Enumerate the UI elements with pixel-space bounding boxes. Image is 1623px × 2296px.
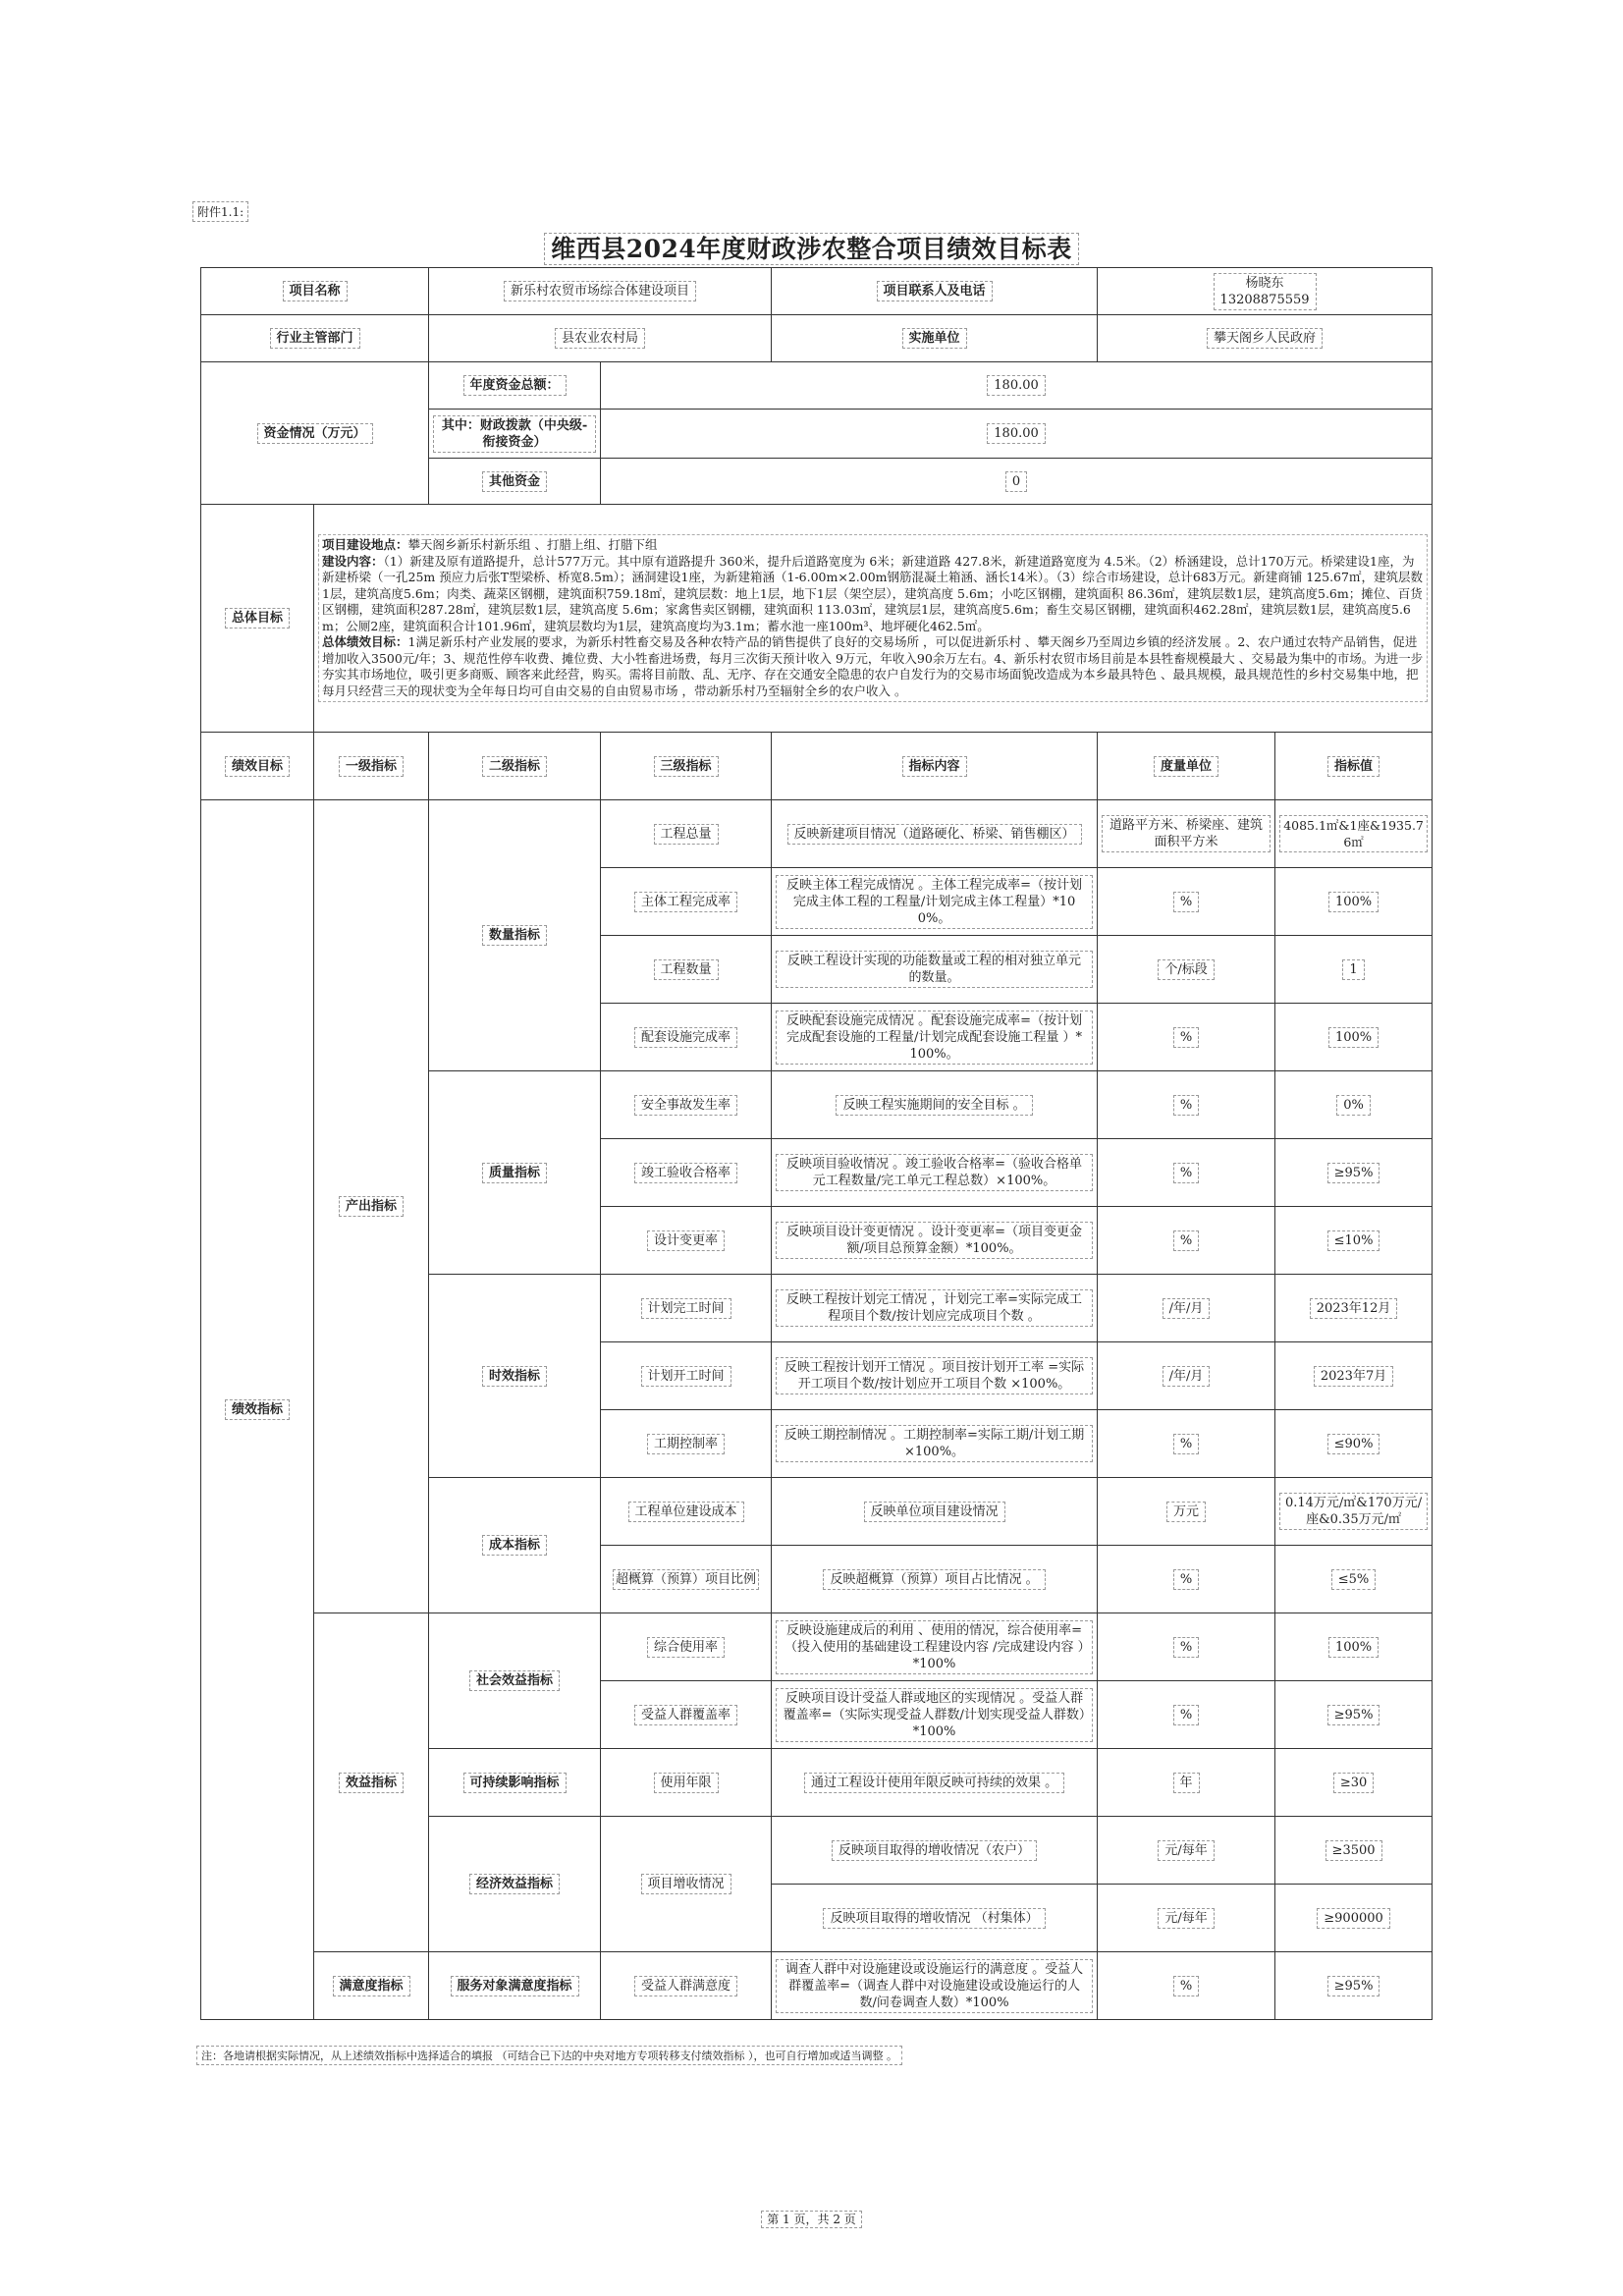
l3-label: 配套设施完成率 [634,1027,737,1048]
unit-cell [1098,1004,1275,1071]
level2-cost: 成本指标 [482,1535,547,1556]
value-cell [1275,800,1433,868]
indicator-unit: 个/标段 [1158,959,1214,980]
row-dept [201,315,1433,362]
funds-other-label-cell [429,459,601,505]
l3-cell [601,1546,772,1613]
value-cell [1275,1275,1433,1342]
value-cell [1275,868,1433,936]
page-number: 第 1 页，共 2 页 [761,2211,862,2228]
value-cell [1275,1885,1433,1952]
indicator-content: 反映工程设计实现的功能数量或工程的相对独立单元的数量。 [776,951,1093,988]
indicator-unit: 道路平方米、桥梁座、建筑面积平方米 [1102,815,1271,852]
indicator-unit: % [1173,1163,1199,1183]
dept-label-cell [201,315,429,362]
contact-cell [1098,268,1433,315]
unit-cell [1098,1275,1275,1342]
l3-cell [601,1952,772,2020]
l3-cell [601,1613,772,1681]
indicator-value: 100% [1328,892,1379,912]
unit-cell [1098,1749,1275,1817]
hdr-level3: 三级指标 [654,756,719,777]
perf-indicator-label: 绩效指标 [225,1399,290,1420]
unit-cell [1098,1613,1275,1681]
content-cell [772,1817,1098,1885]
perf-indicator-cell [201,800,314,2020]
indicator-content: 反映工期控制情况 。工期控制率=实际工期/计划工期×100%。 [776,1425,1093,1462]
l3-label: 受益人群满意度 [634,1976,737,1996]
content-cell [772,1885,1098,1952]
level1-satisfaction: 满意度指标 [333,1976,410,1996]
hdr-perf-goal: 绩效目标 [225,756,290,777]
indicator-content: 通过工程设计使用年限反映可持续的效果 。 [804,1773,1064,1793]
funds-other: 0 [1005,471,1027,492]
level2-timeliness-cell [429,1275,601,1478]
hdr-content-cell [772,733,1098,800]
hdr-perf-goal-cell [201,733,314,800]
funds-label: 资金情况（万元） [257,423,373,444]
funds-central: 180.00 [987,423,1046,444]
dept-value: 县农业农村局 [555,328,645,349]
l3-cell [601,1410,772,1478]
level2-sustain: 可持续影响指标 [463,1773,567,1793]
level2-economic-cell [429,1817,601,1952]
l3-cell [601,1275,772,1342]
hdr-level1-cell [314,733,429,800]
l3-label: 计划完工时间 [641,1298,731,1319]
content-cell [772,1546,1098,1613]
indicator-value: ≤5% [1331,1569,1377,1590]
table-row [201,1952,1433,2020]
l3-label: 工程单位建设成本 [628,1502,744,1522]
hdr-unit-cell [1098,733,1275,800]
goal-overall: 1满足新乐村产业发展的要求，为新乐村牲畜交易及各种农特产品的销售提供了良好的交易场所 ，可以促进新乐村 、攀天阁乡乃至周边乡镇的经济发展 。2、农户通过农特产品销售，促进增加收入3500元/年；3、规范性停车收费、摊位费、大小牲畜进场费，每月三次街天预计收入 9万元，年收入90余万左右。4、新乐村农贸市场目前是本县牲畜规模最大 、交易最为集中的市场。为进一步夯实其市场地位，吸引更多商贩、顾客来此经营，购买。需将目前散、乱、无序、存在交通安全隐患的农户自发行为的交易市场面貌改造成为本乡最具特色 、最具规模，最具规范性的乡村交易集中地，把每月只经营三天的现状变为全年每日均可自由交易的自由贸易市场 ，带动新乐村乃至辐射全乡的农户收入 。 [322,634,1424,698]
impl-value: 攀天阁乡人民政府 [1207,328,1323,349]
level2-social-cell [429,1613,601,1749]
unit-cell [1098,1139,1275,1207]
project-name-label-cell [201,268,429,315]
row-goal [201,505,1433,733]
hdr-level2: 二级指标 [482,756,547,777]
funds-total-cell [601,362,1433,410]
indicator-value: 1 [1342,959,1364,980]
l3-cell [601,1681,772,1749]
indicator-content: 反映项目设计变更情况 。设计变更率=（项目变更金额/项目总预算金额）*100%。 [776,1222,1093,1259]
indicator-content: 反映主体工程完成情况 。主体工程完成率=（按计划完成主体工程的工程量/计划完成主体工程量）*100%。 [776,875,1093,929]
level1-satisfaction-cell [314,1952,429,2020]
value-cell [1275,1207,1433,1275]
content-cell [772,1275,1098,1342]
indicator-content: 调查人群中对设施建设或设施运行的满意度 。受益人群覆盖率=（调查人群中对设施建设或设施运行的人数/问卷调查人数）*100% [776,1959,1093,2013]
content-cell [772,1613,1098,1681]
goal-site-label: 项目建设地点： [322,537,408,552]
funds-total-label: 年度资金总额： [463,375,567,396]
content-cell [772,1139,1098,1207]
l3-label: 工期控制率 [647,1434,725,1454]
funds-other-label: 其他资金 [482,471,547,492]
value-cell [1275,936,1433,1004]
indicator-value: 100% [1328,1027,1379,1048]
indicator-content: 反映新建项目情况（道路硬化、桥梁、销售棚区） [787,824,1082,845]
impl-cell [1098,315,1433,362]
unit-cell [1098,1342,1275,1410]
content-cell [772,936,1098,1004]
content-cell [772,800,1098,868]
l3-cell [601,1071,772,1139]
indicator-unit: % [1173,1637,1199,1658]
content-cell [772,1342,1098,1410]
indicator-unit: % [1173,892,1199,912]
indicator-value: ≥30 [1333,1773,1374,1793]
level2-sustain-cell [429,1749,601,1817]
l3-label: 计划开工时间 [641,1366,731,1387]
l3-label: 超概算（预算）项目比例 [613,1569,759,1590]
unit-cell [1098,1817,1275,1885]
contact-label: 项目联系人及电话 [877,281,993,301]
l3-label: 工程数量 [654,959,719,980]
value-cell [1275,1613,1433,1681]
hdr-value-cell [1275,733,1433,800]
indicator-content: 反映配套设施完成情况 。配套设施完成率=（按计划完成配套设施的工程量/计划完成配套设施工程量 ）*100%。 [776,1011,1093,1065]
level2-economic: 经济效益指标 [469,1874,560,1894]
l3-cell [601,868,772,936]
value-cell [1275,1546,1433,1613]
unit-cell [1098,936,1275,1004]
unit-cell [1098,1885,1275,1952]
l3-label: 竣工验收合格率 [634,1163,737,1183]
content-cell [772,1478,1098,1546]
value-cell [1275,1410,1433,1478]
indicator-value: 100% [1328,1637,1379,1658]
unit-cell [1098,868,1275,936]
goal-overall-label: 总体绩效目标： [322,634,408,649]
funds-other-cell [601,459,1433,505]
unit-cell [1098,1546,1275,1613]
level2-quality: 质量指标 [482,1163,547,1183]
l3-cell [601,1207,772,1275]
hdr-level2-cell [429,733,601,800]
impl-label-cell [772,315,1098,362]
hdr-value: 指标值 [1327,756,1380,777]
goal-content-cell [314,505,1433,733]
hdr-level1: 一级指标 [339,756,404,777]
indicator-unit: 万元 [1166,1502,1206,1522]
level2-timeliness: 时效指标 [482,1366,547,1387]
unit-cell [1098,1410,1275,1478]
goal-text [318,534,1428,702]
dept-cell [429,315,772,362]
indicator-value: 2023年7月 [1314,1366,1393,1387]
funds-label-cell [201,362,429,505]
level2-quantity: 数量指标 [482,925,547,946]
level1-output: 产出指标 [339,1196,404,1217]
content-cell [772,1004,1098,1071]
indicator-value: ≥95% [1327,1705,1380,1725]
indicator-value: ≥95% [1327,1163,1380,1183]
indicator-content: 反映项目取得的增收情况 （村集体） [823,1908,1045,1929]
indicator-content: 反映工程按计划开工情况 。项目按计划开工率 =实际开工项目个数/按计划应开工项目个数 ×100%。 [776,1357,1093,1394]
indicator-content: 反映工程按计划完工情况 ，计划完工率=实际完成工程项目个数/按计划应完成项目个数 。 [776,1289,1093,1327]
indicator-value: ≥95% [1327,1976,1380,1996]
indicator-unit: % [1173,1434,1199,1454]
value-cell [1275,1071,1433,1139]
contact-info [1214,273,1317,310]
table-row [201,800,1433,868]
value-cell [1275,1478,1433,1546]
indicator-value: 0% [1336,1095,1371,1116]
l3-label: 主体工程完成率 [634,892,737,912]
hdr-unit: 度量单位 [1154,756,1218,777]
indicator-value: ≥900000 [1317,1908,1390,1929]
l3-cell [601,1478,772,1546]
indicator-value: 4085.1㎡&1座&1935.76㎡ [1279,815,1428,852]
document-title-wrap [0,230,1623,265]
indicator-unit: 年 [1173,1773,1200,1793]
level2-service: 服务对象满意度指标 [451,1976,579,1996]
value-cell [1275,1342,1433,1410]
content-cell [772,1952,1098,2020]
indicator-content: 反映项目验收情况 。竣工验收合格率=（验收合格单元工程数量/完工单元工程总数）×100%。 [776,1154,1093,1191]
contact-phone: 13208875559 [1219,292,1310,307]
performance-table [200,267,1433,2020]
l3-cell [601,800,772,868]
indicator-content: 反映单位项目建设情况 [864,1502,1005,1522]
funds-central-label-cell [429,410,601,459]
content-cell [772,1681,1098,1749]
level2-quantity-cell [429,800,601,1071]
indicator-value: ≤90% [1327,1434,1380,1454]
indicator-unit: % [1173,1230,1199,1251]
indicator-unit: /年/月 [1163,1298,1211,1319]
l3-cell [601,936,772,1004]
level1-benefit-cell [314,1613,429,1952]
unit-cell [1098,1207,1275,1275]
value-cell [1275,1004,1433,1071]
indicator-unit: % [1173,1027,1199,1048]
indicator-content: 反映工程实施期间的安全目标 。 [836,1095,1032,1116]
l3-cell [601,1139,772,1207]
level2-cost-cell [429,1478,601,1613]
goal-site: 攀天阁乡新乐村新乐组 、打腊上组、打腊下组 [407,537,658,552]
document-title: 维西县2024年度财政涉农整合项目绩效目标表 [544,233,1079,265]
indicator-content: 反映设施建成后的利用 、使用的情况，综合使用率=（投入使用的基础建设工程建设内容 /完成建设内容 ）*100% [776,1620,1093,1674]
l3-label: 安全事故发生率 [634,1095,737,1116]
l3-cell [601,1004,772,1071]
attachment-label: 附件1.1: [192,201,248,222]
table-row [201,1613,1433,1681]
indicator-unit: % [1173,1705,1199,1725]
unit-cell [1098,800,1275,868]
l3-label: 工程总量 [654,824,719,845]
funds-central-cell [601,410,1433,459]
hdr-content: 指标内容 [902,756,967,777]
content-cell [772,1410,1098,1478]
unit-cell [1098,1071,1275,1139]
project-name-cell [429,268,772,315]
funds-central-label: 其中：财政拨款（中央级-衔接资金） [433,415,596,453]
l3-cell [601,1817,772,1952]
goal-content-label: 建设内容： [322,553,384,569]
level1-benefit: 效益指标 [339,1773,404,1793]
content-cell [772,1749,1098,1817]
indicator-unit: 元/每年 [1158,1840,1214,1861]
level2-service-cell [429,1952,601,2020]
l3-cell [601,1749,772,1817]
l3-cell [601,1342,772,1410]
indicator-unit: % [1173,1976,1199,1996]
level2-social: 社会效益指标 [469,1670,560,1691]
contact-name: 杨晓东 [1245,275,1284,291]
page-number-wrap [0,2211,1623,2227]
unit-cell [1098,1952,1275,2020]
unit-cell [1098,1681,1275,1749]
content-cell [772,868,1098,936]
row-indicator-header [201,733,1433,800]
dept-label: 行业主管部门 [270,328,360,349]
value-cell [1275,1681,1433,1749]
goal-label: 总体目标 [225,608,290,629]
indicator-unit: /年/月 [1163,1366,1211,1387]
indicator-value: 0.14万元/㎡&170万元/座&0.35万元/㎡ [1279,1493,1428,1530]
indicator-content: 反映超概算（预算）项目占比情况 。 [823,1569,1045,1590]
impl-label: 实施单位 [902,328,967,349]
indicator-content: 反映项目取得的增收情况（农户） [832,1840,1037,1861]
hdr-level3-cell [601,733,772,800]
l3-label: 使用年限 [654,1773,719,1793]
value-cell [1275,1952,1433,2020]
indicator-unit: 元/每年 [1158,1908,1214,1929]
funds-total: 180.00 [987,375,1046,396]
row-project [201,268,1433,315]
row-funds-total [201,362,1433,410]
indicator-value: ≤10% [1327,1230,1380,1251]
project-name: 新乐村农贸市场综合体建设项目 [504,281,696,301]
indicator-unit: % [1173,1095,1199,1116]
funds-total-label-cell [429,362,601,410]
l3-label: 项目增收情况 [641,1874,731,1894]
value-cell [1275,1817,1433,1885]
unit-cell [1098,1478,1275,1546]
footnote: 注：各地请根据实际情况，从上述绩效指标中选择适合的填报 （可结合已下达的中央对地方专项转移支付绩效指标 ），也可自行增加或适当调整 。 [196,2046,902,2065]
content-cell [772,1071,1098,1139]
indicator-content: 反映项目设计受益人群或地区的实现情况 。受益人群覆盖率=（实际实现受益人群数/计划实现受益人群数）*100% [776,1688,1093,1742]
level1-output-cell [314,800,429,1613]
indicator-value: ≥3500 [1325,1840,1382,1861]
indicator-unit: % [1173,1569,1199,1590]
value-cell [1275,1139,1433,1207]
l3-label: 综合使用率 [647,1637,725,1658]
goal-label-cell [201,505,314,733]
goal-content: （1）新建及原有道路提升，总计577万元。其中原有道路提升 360米，提升后道路宽度为 6米；新建道路 427.8米，新建道路宽度为 4.5米。（2）桥涵建设，总计170万元。桥梁建设1座，为新建桥梁（一孔25m 预应力后张T型梁桥、桥宽8.5m）；涵洞建设1座，为新建箱涵（1-6.00m×2.00m钢筋混凝土箱涵、涵长14米）。（3）综合市场建设，总计683万元。新建商铺 125.67㎡，建筑层数1层，建筑高度5.6m；肉类、蔬菜区钢棚，建筑面积759.18㎡，建筑层数：地上1层，地下1层（架空层），建筑高度 5.6m；小吃区钢棚，建筑面积 86.36㎡，建筑层数1层，建筑高度5.6m；摊位、百货区钢棚，建筑面积287.28㎡，建筑层数1层，建筑高度 5.6m；家禽售卖区钢棚，建筑面积 113.03㎡，建筑层1层，建筑高度5.6m；畜生交易区钢棚，建筑面积462.28㎡，建筑层数1层，建筑高度5.6m；公厕2座，建筑面积合计101.96㎡，建筑层数均为1层，建筑高度均为3.1m；蓄水池一座100m³、地坪硬化462.5㎡。 [322,553,1423,633]
content-cell [772,1207,1098,1275]
value-cell [1275,1749,1433,1817]
l3-label: 设计变更率 [647,1230,725,1251]
contact-label-cell [772,268,1098,315]
level2-quality-cell [429,1071,601,1275]
indicator-value: 2023年12月 [1310,1298,1398,1319]
l3-label: 受益人群覆盖率 [634,1705,737,1725]
project-name-label: 项目名称 [283,281,348,301]
